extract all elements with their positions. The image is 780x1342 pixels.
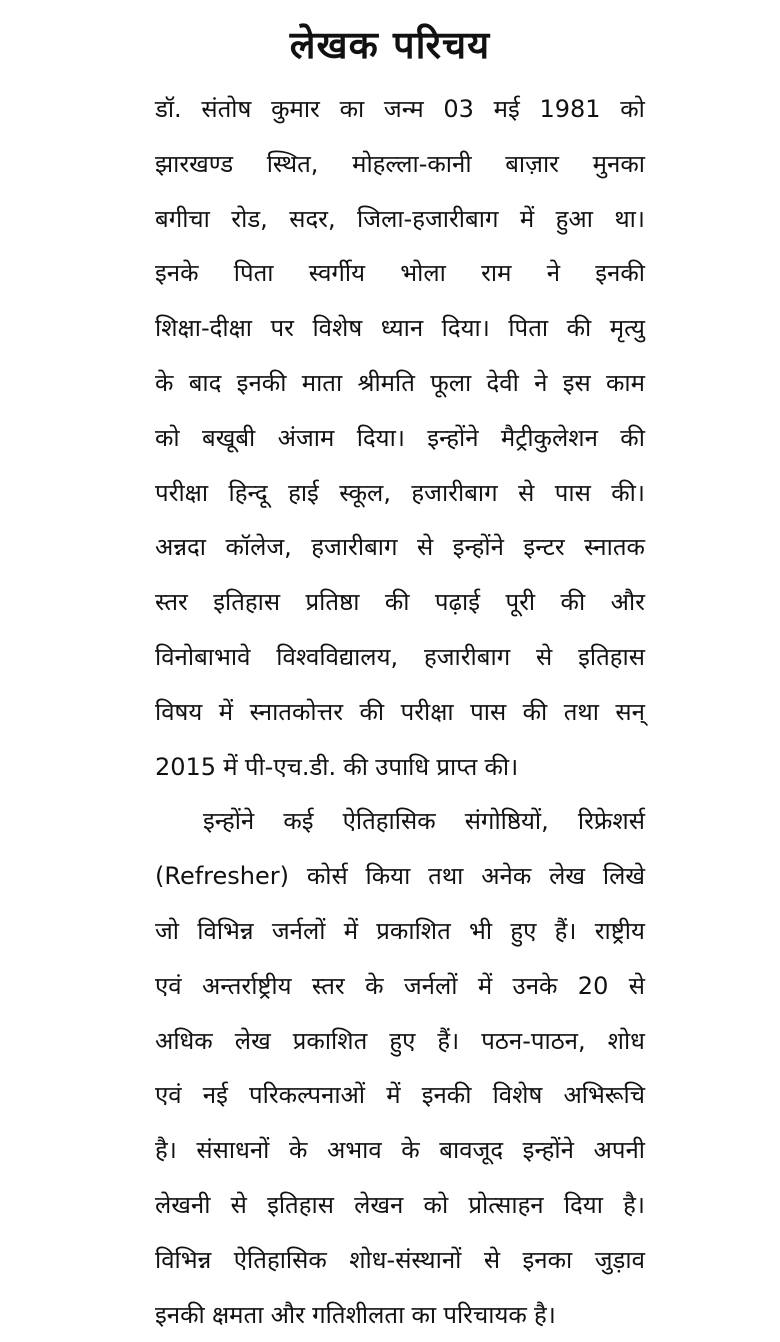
word: था।: [614, 204, 645, 233]
word: विषय: [155, 697, 203, 726]
text-line: [155, 959, 645, 1014]
word: भोला: [400, 259, 446, 288]
word: के: [155, 368, 174, 397]
word: जिला-हजारीबाग: [357, 204, 499, 233]
word: पिता: [508, 314, 549, 343]
word: विशेष: [492, 1081, 543, 1110]
word: रिफ्रेशर्स: [577, 807, 645, 836]
word: लेख: [549, 862, 586, 891]
word: कॉलेज,: [225, 533, 292, 562]
word: की: [620, 423, 645, 452]
word: इन्टर: [523, 533, 565, 562]
word: में: [343, 916, 359, 945]
text-line: [155, 1068, 645, 1123]
word: ऐतिहासिक: [233, 1245, 327, 1274]
word: 20: [577, 971, 609, 1000]
text-line: [155, 246, 645, 301]
word: की: [560, 588, 586, 617]
word: कई: [283, 807, 314, 836]
word: गतिशीलता: [312, 1300, 405, 1329]
word: पास: [470, 697, 507, 726]
text-line: [155, 356, 645, 411]
word: प्रोत्साहन: [468, 1190, 544, 1219]
text-line: [155, 794, 645, 849]
word: में: [477, 971, 493, 1000]
word: इनकी: [155, 1300, 205, 1329]
word: स्नातक: [584, 533, 645, 562]
word: पठन-पाठन,: [481, 1026, 586, 1055]
word: अपनी: [593, 1136, 645, 1165]
word: लिखे: [602, 862, 645, 891]
word: बगीचा: [155, 204, 210, 233]
word: से: [536, 642, 553, 671]
word: के: [365, 971, 384, 1000]
word: इन्होंने: [452, 533, 504, 562]
text-line: [155, 630, 645, 685]
word: लेख: [234, 1026, 271, 1055]
word: पढ़ाई: [434, 588, 481, 617]
word: सन्: [615, 697, 645, 726]
word: हजारीबाग: [411, 478, 498, 507]
word: इतिहास: [267, 1190, 334, 1219]
word: स्थित,: [266, 149, 319, 178]
word: 2015: [155, 752, 217, 781]
word: की: [384, 588, 410, 617]
word: को: [423, 1190, 449, 1219]
word: परिचायक: [443, 1300, 527, 1329]
word: अनेक: [481, 862, 532, 891]
word: डॉ.: [155, 95, 182, 123]
page-title: लेखक परिचय: [289, 23, 491, 67]
word: शिक्षा-दीक्षा: [155, 314, 253, 343]
word: की: [343, 752, 368, 781]
word: लेखनी: [155, 1190, 211, 1219]
text-line: [155, 192, 645, 247]
word: से: [416, 533, 434, 562]
word: बखूबी: [202, 423, 256, 452]
text-line: [155, 82, 645, 137]
word: देवी: [486, 368, 519, 397]
text-line: [155, 137, 645, 192]
word: अन्नदा: [155, 533, 206, 562]
word: बाज़ार: [505, 149, 559, 178]
word: प्रकाशित: [292, 1026, 368, 1055]
word: तथा: [428, 862, 464, 891]
word: प्रतिष्ठा: [305, 588, 360, 617]
word: दिया।: [356, 423, 405, 452]
text-line: [155, 301, 645, 356]
word: उपाधि: [375, 752, 430, 781]
text-line: [155, 740, 645, 795]
word: हिन्दू: [228, 478, 268, 507]
word: बावजूद: [439, 1136, 504, 1165]
word: मृत्यु: [609, 314, 645, 343]
word: परीक्षा: [155, 478, 209, 507]
word: पिता: [233, 259, 274, 288]
word: नई: [202, 1081, 228, 1110]
word: मोहल्ला-कानी: [352, 149, 472, 178]
word: ऐतिहासिक: [342, 807, 436, 836]
word: इतिहास: [578, 642, 645, 671]
word: का: [411, 1300, 437, 1329]
word: के: [401, 1136, 420, 1165]
word: क्षमता: [211, 1300, 264, 1329]
word: इनकी: [595, 259, 645, 288]
word: स्तर: [155, 588, 188, 617]
word: से: [518, 478, 535, 507]
word: इन्होंने: [203, 807, 255, 836]
word: इतिहास: [213, 588, 281, 617]
word: हजारीबाग: [423, 642, 511, 671]
word: की: [566, 314, 592, 343]
text-line: [155, 575, 645, 630]
text-line: [155, 1288, 645, 1342]
word: इन्होंने: [427, 423, 479, 452]
word: हाई: [288, 478, 319, 507]
word: उनके: [512, 971, 558, 1000]
word: के: [288, 1136, 308, 1165]
word: विभिन्न: [197, 916, 254, 945]
word: से: [628, 971, 645, 1000]
word: इनकी: [421, 1081, 472, 1110]
word: विनोबाभावे: [155, 642, 251, 671]
word: से: [483, 1245, 501, 1274]
word: प्राप्त: [436, 752, 478, 781]
word: राष्ट्रीय: [594, 916, 645, 945]
word: ध्यान: [380, 314, 424, 343]
word: इनकी: [236, 368, 287, 397]
word: स्वर्गीय: [308, 259, 366, 288]
word: है।: [623, 1190, 645, 1219]
word: अधिक: [155, 1026, 213, 1055]
word: परीक्षा: [400, 697, 454, 726]
word: विश्वविद्यालय,: [276, 642, 399, 671]
word: में: [223, 752, 238, 781]
word: जो: [155, 916, 180, 945]
word: शोध-संस्थानों: [349, 1245, 462, 1274]
word: की: [359, 697, 385, 726]
word: में: [218, 697, 234, 726]
word: परिकल्पनाओं: [248, 1081, 366, 1110]
text-line: [155, 520, 645, 575]
word: इनके: [155, 259, 199, 288]
word: को: [620, 95, 645, 123]
word: इनका: [522, 1245, 573, 1274]
word: स्तर: [311, 971, 345, 1000]
word: झारखण्ड: [155, 149, 234, 178]
author-bio: [155, 82, 645, 1342]
word: भी: [469, 916, 493, 945]
word: माता: [301, 368, 343, 397]
word: मई: [493, 95, 520, 123]
word: संसाधनों: [196, 1136, 270, 1165]
word: विभिन्न: [155, 1245, 212, 1274]
word: अन्तर्राष्ट्रीय: [201, 971, 292, 1000]
word: रोड,: [231, 204, 268, 233]
word: फूला: [430, 368, 472, 397]
word: को: [155, 423, 180, 452]
word: हुए: [389, 1026, 416, 1055]
word: में: [386, 1081, 401, 1110]
word: हुआ: [555, 204, 593, 233]
word: श्रीमति: [357, 368, 415, 397]
word: कुमार: [271, 95, 320, 123]
word: लेखन: [354, 1190, 404, 1219]
text-line: [155, 1233, 645, 1288]
word: बाद: [188, 368, 222, 397]
word: से: [230, 1190, 247, 1219]
text-line: [155, 1178, 645, 1233]
text-line: [155, 849, 645, 904]
word: हैं।: [554, 916, 577, 945]
word: पास: [554, 478, 591, 507]
word: संगोष्ठियों,: [464, 807, 549, 836]
word: ने: [546, 259, 561, 288]
word: जर्नलों: [403, 971, 458, 1000]
word: में: [519, 204, 535, 233]
word: की: [522, 697, 548, 726]
word: दिया।: [441, 314, 490, 343]
word: जर्नलों: [271, 916, 326, 945]
word: और: [270, 1300, 305, 1329]
word: 03: [443, 95, 474, 123]
word: है।: [155, 1136, 177, 1165]
word: हैं।: [437, 1026, 460, 1055]
word: की।: [484, 752, 519, 781]
word: पर: [270, 314, 294, 343]
word: इस: [562, 368, 591, 397]
text-line: [155, 411, 645, 466]
text-line: [155, 904, 645, 959]
word: किया: [365, 862, 411, 891]
word: अंजाम: [277, 423, 335, 452]
word: राम: [481, 259, 512, 288]
word: का: [339, 95, 365, 123]
word: स्कूल,: [339, 478, 391, 507]
word: मैट्रीकुलेशन: [500, 423, 598, 452]
word: जुड़ाव: [594, 1245, 645, 1274]
word: स्नातकोत्तर: [249, 697, 344, 726]
word: जन्म: [383, 95, 424, 123]
word: की।: [611, 478, 645, 507]
word: पी-एच.डी.: [244, 752, 337, 781]
word: तथा: [563, 697, 599, 726]
word: हजारीबाग: [311, 533, 398, 562]
text-line: [155, 1014, 645, 1069]
word: अभाव: [326, 1136, 382, 1165]
word: 1981: [539, 95, 601, 123]
text-line: [155, 1123, 645, 1178]
word: विशेष: [312, 314, 363, 343]
word: एवं: [155, 1081, 182, 1110]
word: पूरी: [505, 588, 536, 617]
word: है।: [534, 1300, 556, 1329]
word: हुए: [510, 916, 537, 945]
word: एवं: [155, 971, 182, 1000]
word: दिया: [563, 1190, 603, 1219]
word: प्रकाशित: [376, 916, 451, 945]
word: संतोष: [201, 95, 252, 123]
word: कोर्स: [306, 862, 348, 891]
word: काम: [606, 368, 645, 397]
word: (Refresher): [155, 862, 289, 891]
word: शोध: [607, 1026, 645, 1055]
word: सदर,: [289, 204, 336, 233]
text-line: [155, 466, 645, 521]
word: ने: [534, 368, 548, 397]
word: इन्होंने: [522, 1136, 574, 1165]
word: मुनका: [592, 149, 645, 178]
text-line: [155, 685, 645, 740]
word: और: [610, 588, 645, 617]
word: अभिरूचि: [563, 1081, 645, 1110]
